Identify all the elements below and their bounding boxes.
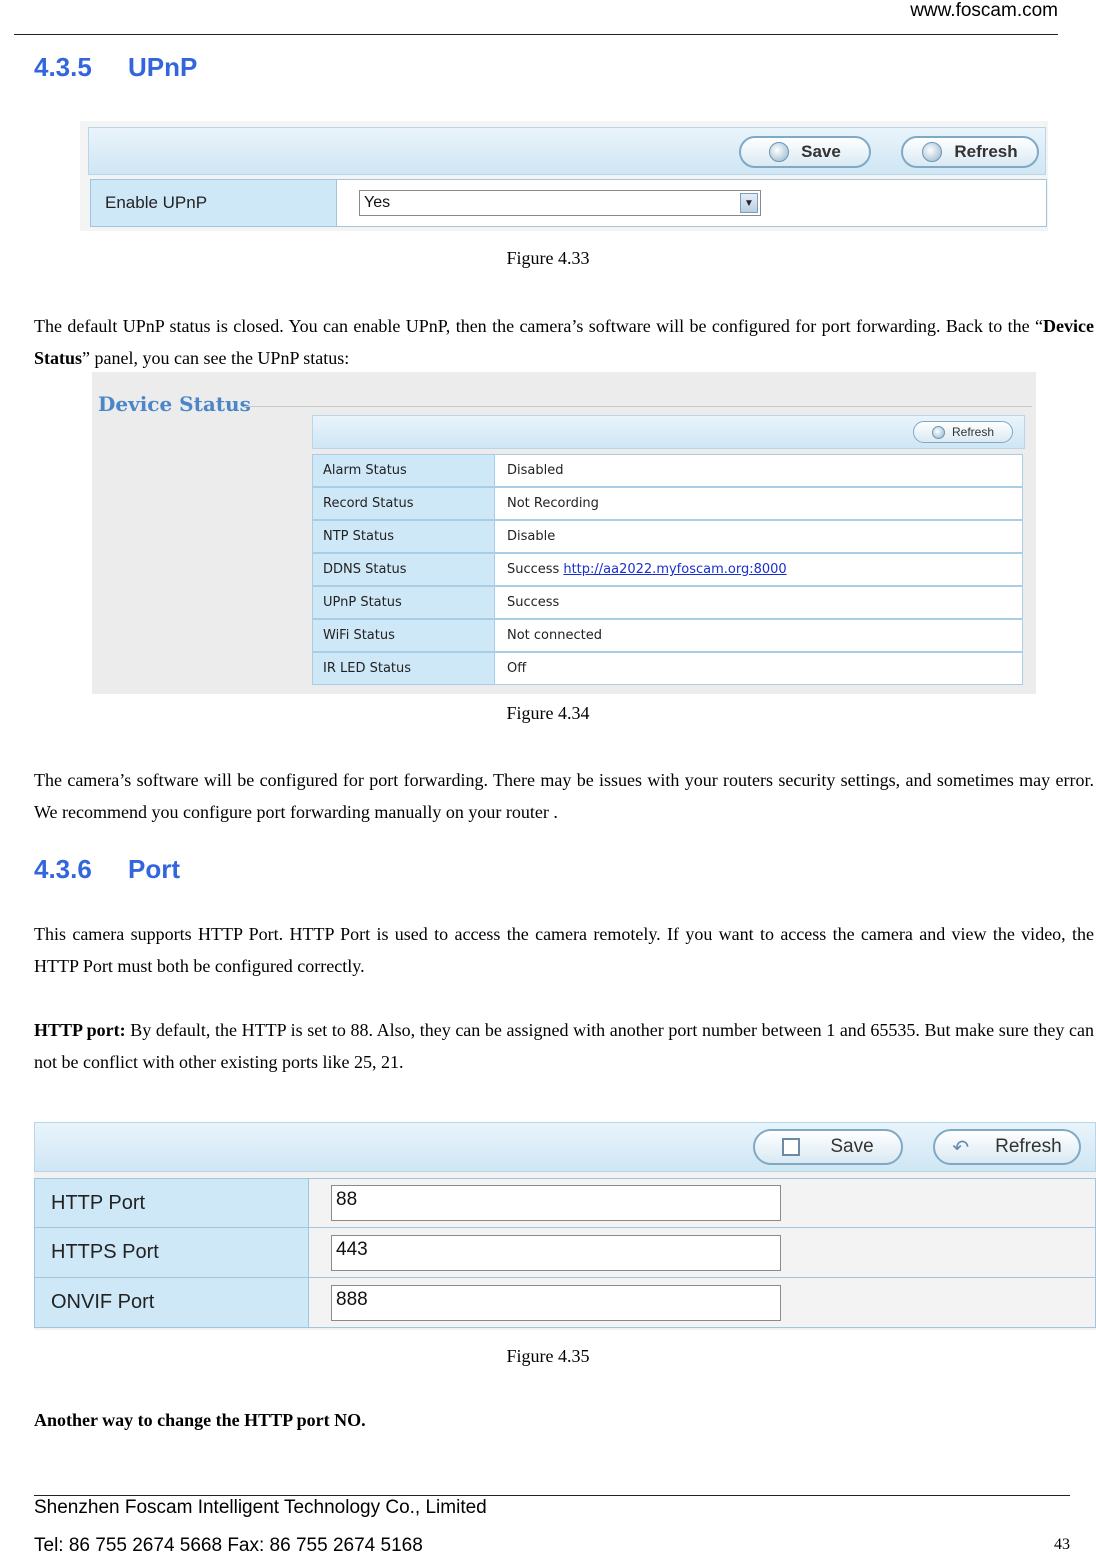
save-label: Save (801, 142, 841, 161)
status-value: Off (495, 652, 1023, 685)
paragraph-bold: HTTP port: (34, 1020, 126, 1040)
save-label: Save (830, 1136, 874, 1157)
refresh-label: Refresh (995, 1136, 1062, 1157)
footer-contact: Tel: 86 755 2674 5668 Fax: 86 755 2674 5168 (34, 1535, 423, 1556)
footer-company: Shenzhen Foscam Intelligent Technology Co., Limited (34, 1497, 487, 1518)
floppy-disk-icon (782, 1138, 800, 1156)
refresh-button[interactable] (901, 136, 1039, 168)
paragraph-http-port-intro: This camera supports HTTP Port. HTTP Port is used to access the camera remotely. If you want to access the camera and view the video, the HTTP Port must both be configured correctly. (34, 924, 1094, 976)
onvif-port-input[interactable]: 888 (331, 1285, 781, 1321)
status-row (312, 487, 1023, 520)
figure-caption: Figure 4.33 (506, 248, 590, 268)
paragraph-text: The default UPnP status is closed. You can enable UPnP, then the camera’s software will be configured for port forwarding. Back to the “ (34, 316, 1044, 336)
header-divider (14, 34, 1058, 35)
status-label: Alarm Status (312, 454, 495, 487)
status-label: UPnP Status (312, 586, 495, 619)
http-port-input[interactable]: 88 (331, 1185, 781, 1221)
upnp-toolbar (88, 127, 1046, 175)
save-button[interactable] (753, 1129, 903, 1165)
status-value: Success (495, 586, 1023, 619)
onvif-port-cell (309, 1278, 1095, 1327)
page-number: 43 (1054, 1536, 1070, 1553)
status-label: IR LED Status (312, 652, 495, 685)
section-title-upnp (34, 52, 197, 83)
port-toolbar (34, 1122, 1096, 1172)
section-heading: Port (128, 854, 180, 884)
https-port-label: HTTPS Port (35, 1228, 309, 1277)
status-value (495, 553, 1023, 586)
http-port-cell (309, 1179, 1095, 1227)
subheading-another-way: Another way to change the HTTP port NO. (34, 1410, 366, 1430)
status-row (312, 553, 1023, 586)
onvif-port-label: ONVIF Port (35, 1278, 309, 1327)
device-status-toolbar (312, 415, 1025, 449)
upnp-panel (80, 121, 1048, 231)
figure-caption: Figure 4.34 (506, 703, 590, 723)
ddns-link[interactable]: http://aa2022.myfoscam.org:8000 (563, 562, 787, 577)
section-number: 4.3.6 (34, 854, 92, 884)
https-port-input[interactable]: 443 (331, 1235, 781, 1271)
https-port-row (34, 1228, 1096, 1278)
paragraph-port-forwarding: The camera’s software will be configured for port forwarding. There may be issues with your routers security settings, and sometimes may error. We recommend you configure port forwarding manually on your router . (34, 770, 1094, 822)
port-panel (34, 1122, 1096, 1330)
paragraph-text: ” panel, you can see the UPnP status: (82, 348, 350, 368)
chevron-down-icon[interactable]: ▼ (740, 193, 758, 213)
paragraph-http-port (34, 1014, 1094, 1078)
status-row (312, 619, 1023, 652)
status-row (312, 454, 1023, 487)
header-url: www.foscam.com (910, 0, 1058, 21)
ddns-status-text: Success (507, 562, 560, 577)
status-row (312, 652, 1023, 685)
https-port-cell (309, 1228, 1095, 1277)
status-label: WiFi Status (312, 619, 495, 652)
onvif-port-row (34, 1278, 1096, 1328)
device-status-title: Device Status (98, 392, 251, 416)
http-port-label: HTTP Port (35, 1179, 309, 1227)
save-icon (769, 142, 789, 162)
footer-divider (34, 1495, 1070, 1496)
enable-upnp-label: Enable UPnP (91, 180, 337, 226)
save-button[interactable] (739, 136, 871, 168)
section-number: 4.3.5 (34, 52, 92, 82)
refresh-button[interactable] (933, 1129, 1081, 1165)
refresh-button[interactable] (913, 421, 1013, 443)
paragraph-bold: Device Status (34, 316, 1094, 368)
http-port-row (34, 1178, 1096, 1228)
status-value: Disable (495, 520, 1023, 553)
status-value: Not Recording (495, 487, 1023, 520)
status-row (312, 520, 1023, 553)
enable-upnp-select[interactable] (359, 190, 761, 216)
paragraph-text: By default, the HTTP is set to 88. Also, they can be assigned with another port number between 1 and 65535. But make sure they can not be conflict with other existing ports like 25, 21. (34, 1020, 1094, 1072)
status-value: Disabled (495, 454, 1023, 487)
refresh-label: Refresh (951, 425, 995, 439)
paragraph-upnp (34, 310, 1094, 374)
enable-upnp-value: Yes (364, 194, 391, 211)
refresh-icon (922, 142, 942, 162)
section-heading: UPnP (128, 52, 198, 82)
enable-upnp-cell (337, 180, 1046, 226)
enable-upnp-row (90, 179, 1047, 227)
status-label: NTP Status (312, 520, 495, 553)
status-row (312, 586, 1023, 619)
refresh-icon (932, 426, 945, 439)
refresh-label: Refresh (954, 142, 1018, 161)
figure-caption: Figure 4.35 (506, 1346, 590, 1366)
status-label: DDNS Status (312, 553, 495, 586)
section-title-port (34, 854, 180, 885)
status-label: Record Status (312, 487, 495, 520)
title-rule (244, 406, 1032, 407)
refresh-icon: ↶ (952, 1136, 970, 1159)
status-value: Not connected (495, 619, 1023, 652)
